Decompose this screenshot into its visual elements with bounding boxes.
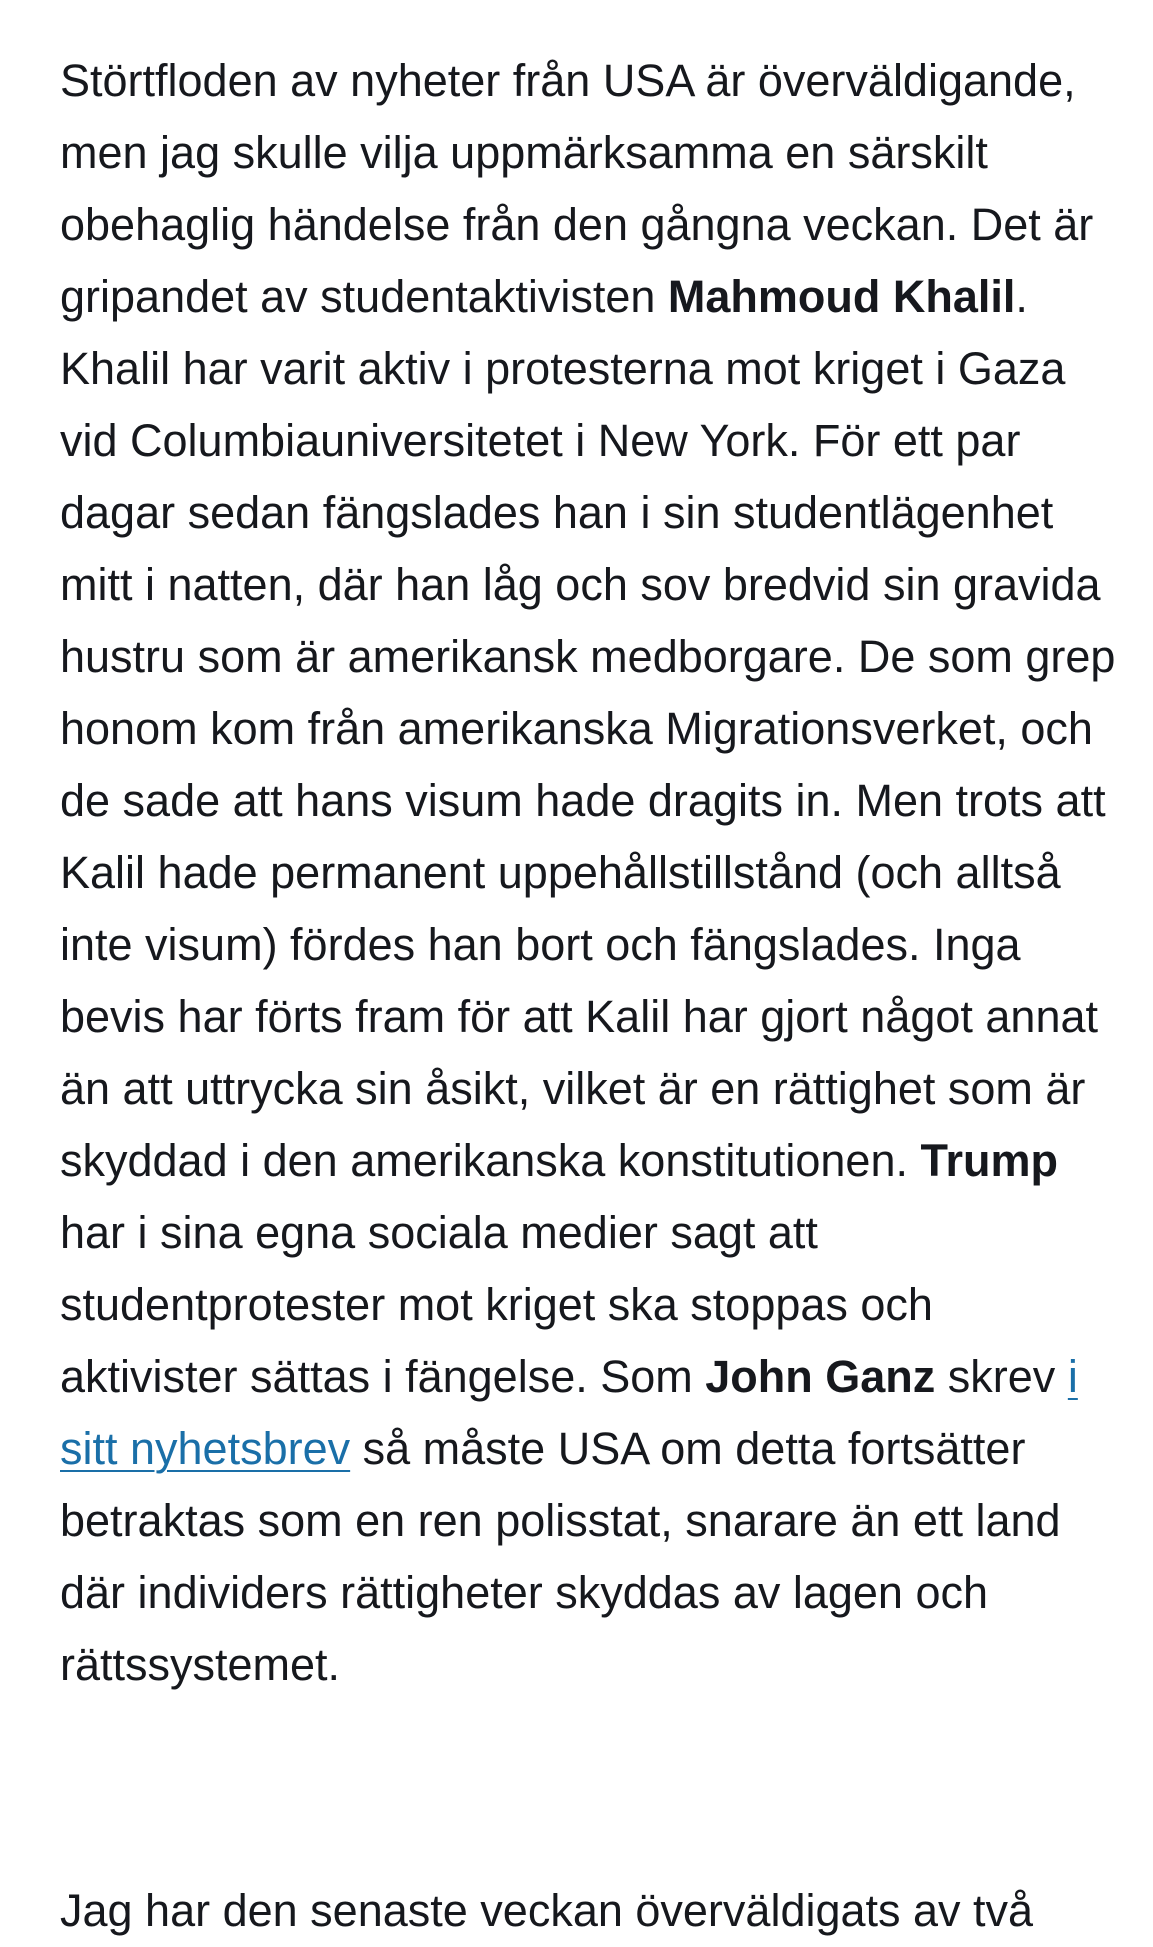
- article-body: [60, 45, 1120, 1701]
- text-segment: . Khalil har varit aktiv i protesterna mot kriget i Gaza vid Columbiauniversitetet i New York. För ett par dagar sedan fängslades han i sin studentlägenhet mitt i natten, där han låg och sov bredvid sin gravida hustru som är amerikansk medborgare. De som grep honom kom från amerikanska Migrationsverket, och de sade att hans visum hade dragits in. Men trots att Kalil hade permanent uppehållstillstånd (och alltså inte visum) fördes han bort och fängslades. Inga bevis har förts fram för att Kalil har gjort något annat än att uttrycka sin åsikt, vilket är en rättighet som är skyddad i den amerikanska konstitutionen.: [60, 271, 1116, 1186]
- text-segment: så måste USA om detta fortsätter betraktas som en ren polisstat, snarare än ett land där individers rättigheter skyddas av lagen och rättssystemet.: [60, 1423, 1061, 1690]
- person-name-john-ganz: John Ganz: [705, 1351, 936, 1402]
- person-name-mahmoud-khalil: Mahmoud Khalil: [667, 271, 1016, 322]
- paragraph: [60, 45, 1120, 1701]
- text-segment: Störtfloden av nyheter från USA är överväldigande, men jag skulle vilja uppmärksamma en särskilt obehaglig händelse från den gångna veckan. Det är gripandet av studentaktivisten: [60, 55, 1094, 322]
- text-segment: har i sina egna sociala medier sagt att studentprotester mot kriget ska stoppas och aktivister sättas i fängelse. Som: [60, 1207, 933, 1402]
- text-segment: skrev: [935, 1351, 1068, 1402]
- paragraph-partial: Jag har den senaste veckan överväldigats av två: [60, 1885, 1034, 1936]
- person-name-trump: Trump: [920, 1135, 1059, 1186]
- newsletter-link[interactable]: i sitt nyhetsbrev: [60, 1351, 1078, 1474]
